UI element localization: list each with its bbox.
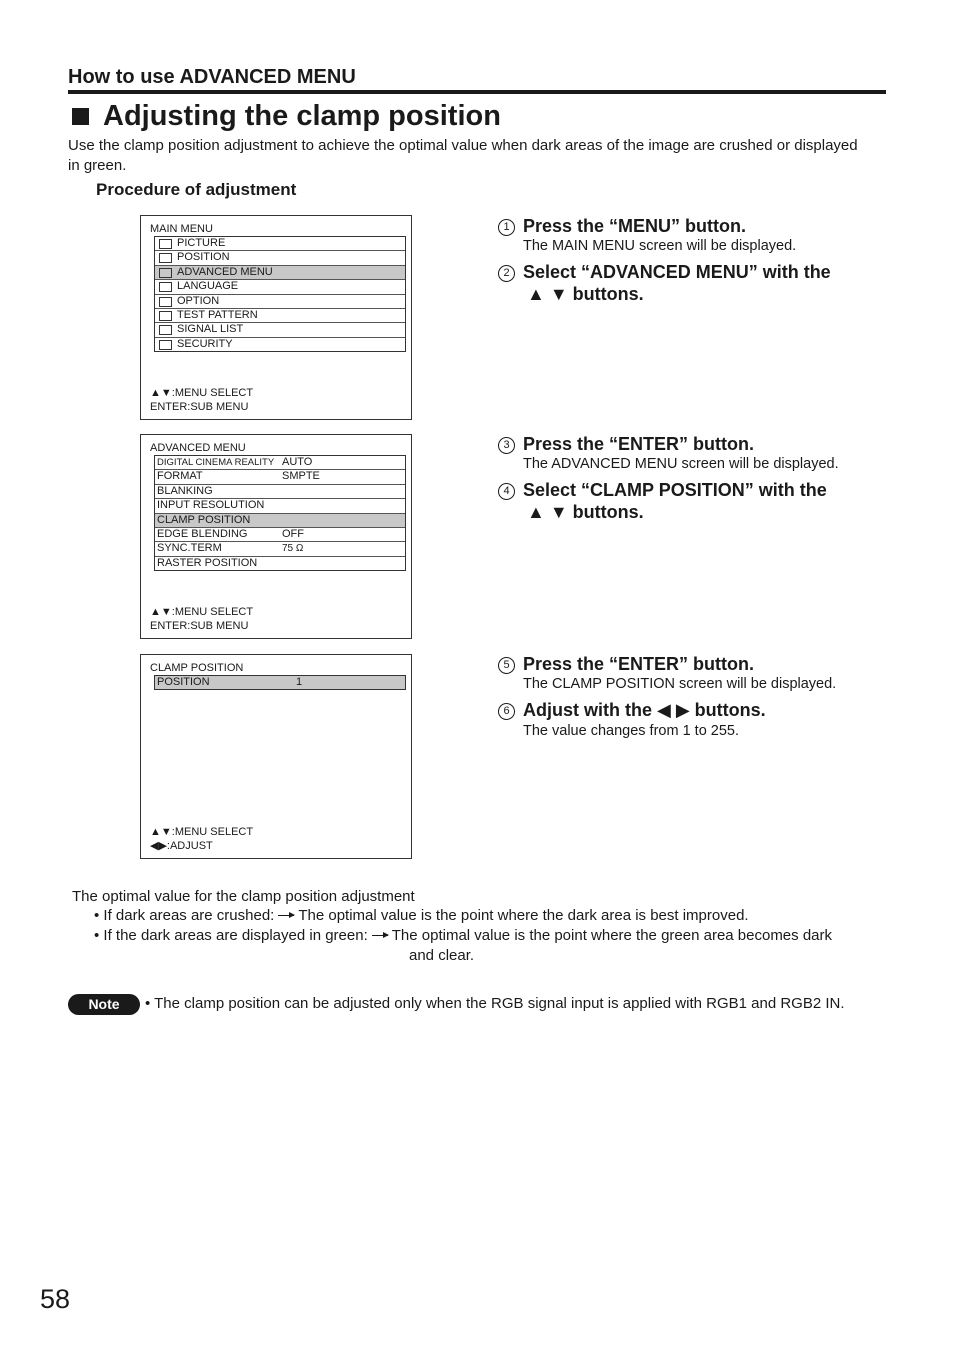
advanced-menu-list <box>154 455 406 571</box>
step-2: 2 Select “ADVANCED MENU” with the ▲ ▼ buttons. <box>498 261 831 305</box>
advanced-menu-screen <box>140 434 412 639</box>
step-1-detail: The MAIN MENU screen will be displayed. <box>523 238 797 254</box>
menu-item-clamp-position: CLAMP POSITION <box>155 514 405 528</box>
bullet-green-continued: and clear. <box>409 947 475 964</box>
clamp-position-row: POSITION 1 <box>155 676 405 689</box>
step-1: 1 Press the “MENU” button. <box>498 215 746 237</box>
menu-item-blanking: BLANKING <box>155 485 405 499</box>
osd-footer: ▲▼:MENU SELECT ENTER:SUB MENU <box>150 606 254 632</box>
step-6-detail: The value changes from 1 to 255. <box>523 723 740 739</box>
bullet-green: • If the dark areas are displayed in green: The optimal value is the point where the green area becomes dark <box>94 927 833 944</box>
osd-footer: ▲▼:MENU SELECT ◀▶:ADJUST <box>150 826 254 852</box>
menu-item-raster-position: RASTER POSITION <box>157 556 258 569</box>
step-3: 3 Press the “ENTER” button. <box>498 433 754 455</box>
osd-title: CLAMP POSITION <box>150 662 244 674</box>
step-3-detail: The ADVANCED MENU screen will be displayed. <box>523 456 839 472</box>
procedure-heading: Procedure of adjustment <box>96 180 297 199</box>
page-title <box>68 98 501 134</box>
step-4: 4 Select “CLAMP POSITION” with the ▲ ▼ buttons. <box>498 479 827 523</box>
arrow-right-icon <box>372 935 388 936</box>
menu-item-option: OPTION <box>155 295 405 309</box>
bullet-crushed: • If dark areas are crushed: The optimal value is the point where the dark area is best improved. <box>94 907 749 924</box>
picture-icon <box>159 239 172 249</box>
advanced-menu-icon <box>159 268 172 278</box>
clamp-position-list <box>154 675 406 690</box>
menu-item-edge-blending: EDGE BLENDING OFF <box>155 528 405 542</box>
note-text: • The clamp position can be adjusted only when the RGB signal input is applied with RGB1 and RGB2 IN. <box>145 995 845 1012</box>
position-icon <box>159 253 172 263</box>
menu-item-digital-cinema-reality: DIGITAL CINEMA REALITY AUTO <box>155 456 405 470</box>
arrow-right-icon <box>278 915 294 916</box>
menu-item-signal-list: SIGNAL LIST <box>155 323 405 337</box>
optimal-heading: The optimal value for the clamp position adjustment <box>72 888 415 905</box>
section-heading: How to use ADVANCED MENU <box>68 64 886 94</box>
note-badge: Note <box>68 994 140 1015</box>
option-icon <box>159 297 172 307</box>
security-icon <box>159 340 172 350</box>
signal-list-icon <box>159 325 172 335</box>
square-bullet-icon <box>72 108 89 125</box>
main-menu-list <box>154 236 406 352</box>
page-number: 58 <box>40 1284 71 1314</box>
menu-item-language: LANGUAGE <box>155 280 405 294</box>
osd-title: MAIN MENU <box>150 223 213 235</box>
step-5: 5 Press the “ENTER” button. <box>498 653 754 675</box>
menu-item-format: FORMAT SMPTE <box>155 470 405 484</box>
step-5-detail: The CLAMP POSITION screen will be displayed. <box>523 676 837 692</box>
menu-item-test-pattern: TEST PATTERN <box>155 309 405 323</box>
menu-item-input-resolution: INPUT RESOLUTION <box>155 499 405 513</box>
menu-item-picture: PICTURE <box>155 237 405 251</box>
menu-item-security: SECURITY <box>155 338 405 351</box>
osd-footer: ▲▼:MENU SELECT ENTER:SUB MENU <box>150 387 254 413</box>
language-icon <box>159 282 172 292</box>
page-title-text: Adjusting the clamp position <box>103 100 501 132</box>
osd-title: ADVANCED MENU <box>150 442 246 454</box>
step-6: 6 Adjust with the ◀ ▶ buttons. <box>498 699 766 721</box>
intro-paragraph: Use the clamp position adjustment to achieve the optimal value when dark areas of the image are crushed or displayed in green. <box>68 137 858 174</box>
menu-item-position: POSITION <box>155 251 405 265</box>
main-menu-screen <box>140 215 412 420</box>
clamp-position-screen <box>140 654 412 859</box>
menu-item-sync-term: SYNC.TERM 75 Ω <box>155 542 405 556</box>
menu-item-advanced-menu: ADVANCED MENU <box>155 266 405 280</box>
test-pattern-icon <box>159 311 172 321</box>
